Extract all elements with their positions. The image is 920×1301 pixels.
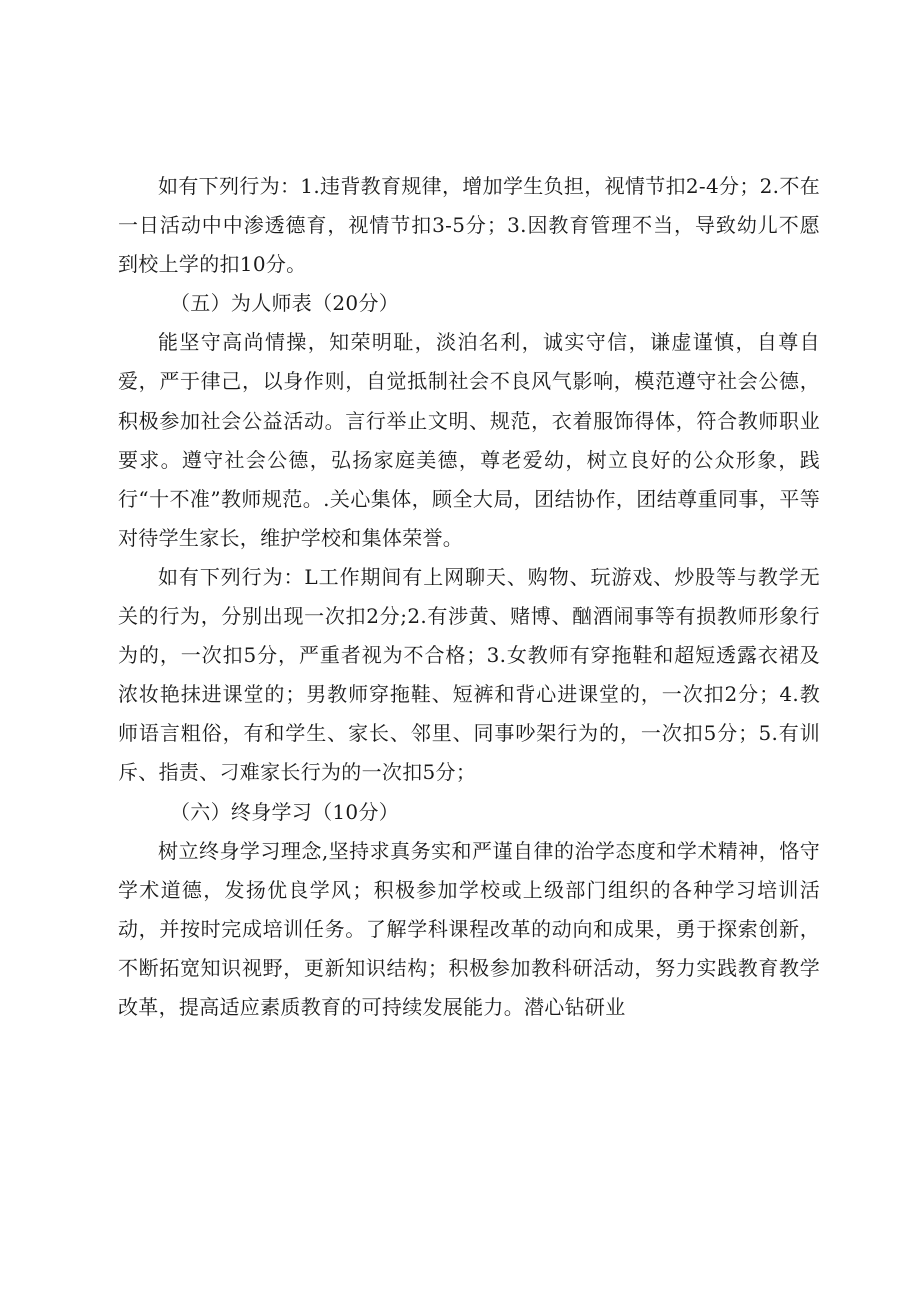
section-heading-role-model: （五）为人师表（20分） <box>170 291 400 316</box>
document-body <box>118 167 820 1027</box>
paragraph-penalties-education: 如有下列行为：1.违背教育规律，增加学生负担，视情节扣2-4分；2.不在一日活动中中渗透德育，视情节扣3-5分；3.因教育管理不当，导致幼儿不愿到校上学的扣10分。 <box>118 174 820 277</box>
paragraph-role-model-requirements: 能坚守高尚情操，知荣明耻，淡泊名利，诚实守信，谦虚谨慎，自尊自爱，严于律己，以身作则，自觉抵制社会不良风气影响，模范遵守社会公德，积极参加社会公益活动。言行举止文明、规范，衣着服饰得体，符合教师职业要求。遵守社会公德，弘扬家庭美德，尊老爱幼，树立良好的公众形象，践行“十不准”教师规范。.关心集体，顾全大局，团结协作，团结尊重同事，平等对待学生家长，维护学校和集体荣誉。 <box>118 330 820 550</box>
paragraph-lifelong-learning: 树立终身学习理念,坚持求真务实和严谨自律的治学态度和学术精神，恪守学术道德，发扬优良学风；积极参加学校或上级部门组织的各种学习培训活动，并按时完成培训任务。了解学科课程改革的动向和成果，勇于探索创新，不断拓宽知识视野，更新知识结构；积极参加教科研活动，努力实践教育教学改革，提高适应素质教育的可持续发展能力。潜心钻研业 <box>118 838 820 1019</box>
paragraph-role-model-penalties: 如有下列行为：L工作期间有上网聊天、购物、玩游戏、炒股等与教学无关的行为，分别出现一次扣2分;2.有涉黄、赌博、酗酒闹事等有损教师形象行为的，一次扣5分，严重者视为不合格；3.女教师有穿拖鞋和超短透露衣裙及浓妆艳抹进课堂的；男教师穿拖鞋、短裤和背心进课堂的，一次扣2分；4.教师语言粗俗，有和学生、家长、邻里、同事吵架行为的，一次扣5分；5.有训斥、指责、刁难家长行为的一次扣5分； <box>118 564 820 785</box>
section-heading-lifelong-learning: （六）终身学习（10分） <box>170 799 400 824</box>
